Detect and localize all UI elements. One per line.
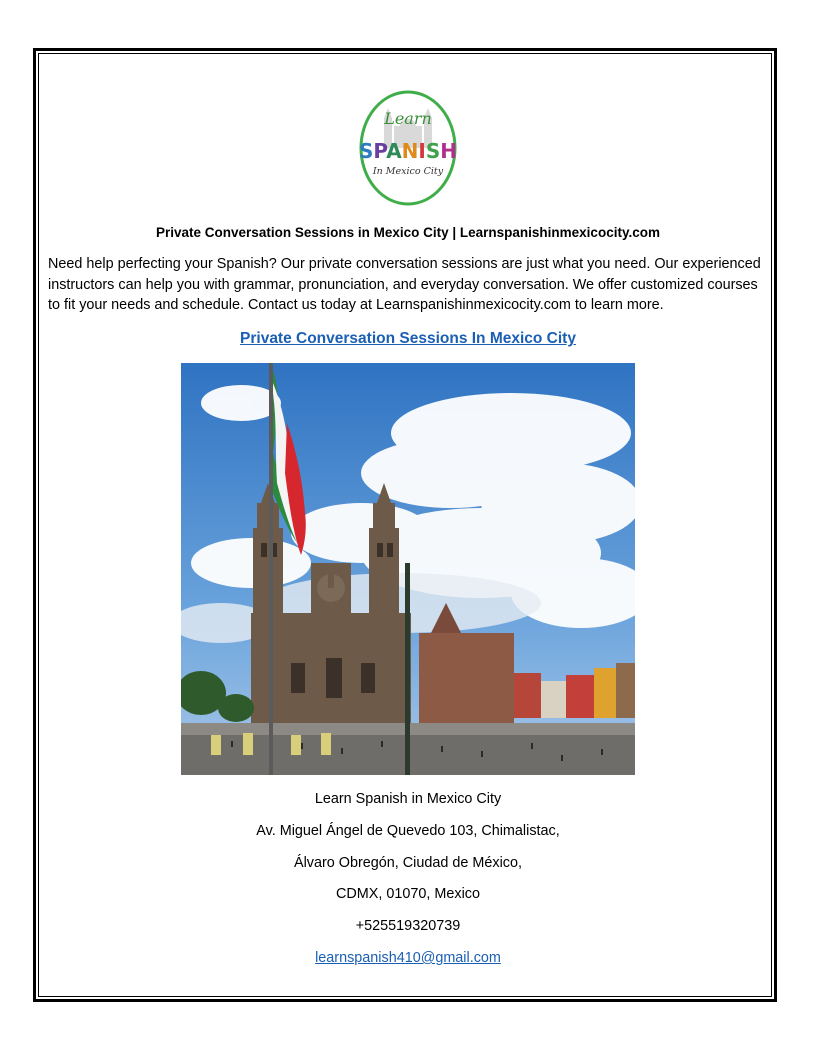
contact-name: Learn Spanish in Mexico City [314,791,502,807]
logo-spanish-text: SPANISH [358,139,458,163]
contact-email-link[interactable]: learnspanish410@gmail.com [315,950,501,966]
intro-paragraph: Need help perfecting your Spanish? Our private conversation sessions are just what you need. Our experienced instructors can help you with grammar, pronunciation, and everyday conversation. We offer customized courses to fit your needs and schedule. Contact us today at Learnspanishinmexicocity.com to learn more. [48,256,761,313]
logo-city-text: In Mexico City [372,166,444,177]
cathedral-photo-graphic [181,363,635,775]
page-title: Private Conversation Sessions in Mexico City | Learnspanishinmexicocity.com [156,225,660,240]
contact-email-wrap [40,949,776,967]
logo-graphic [356,88,460,208]
sessions-link[interactable]: Private Conversation Sessions In Mexico City [240,330,576,347]
logo [356,88,460,208]
contact-address-line1: Av. Miguel Ángel de Quevedo 103, Chimalistac, [256,823,560,839]
cathedral-photo [181,363,635,775]
contact-phone: +525519320739 [355,918,461,934]
logo-learn-text: Learn [384,109,432,128]
contact-address-line3: CDMX, 01070, Mexico [336,886,480,902]
contact-address-line2: Álvaro Obregón, Ciudad de México, [294,855,522,871]
